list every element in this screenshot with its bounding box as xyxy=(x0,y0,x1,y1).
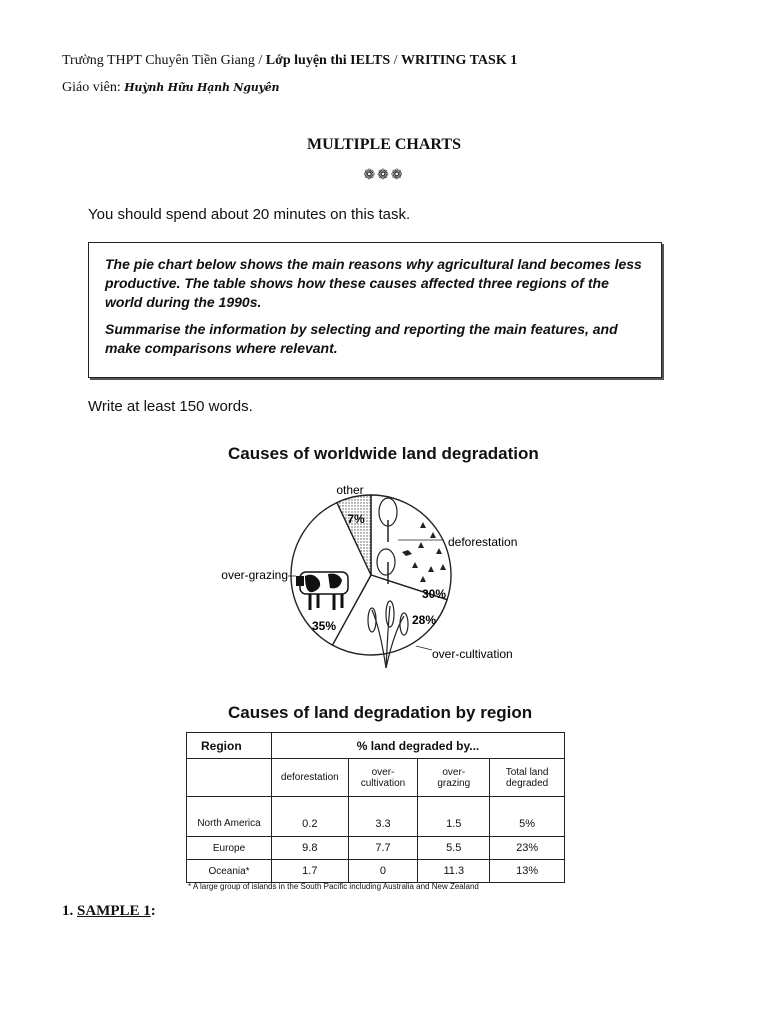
teacher-name: Huỳnh Hữu Hạnh Nguyên xyxy=(124,81,280,94)
time-instruction: You should spend about 20 minutes on this task. xyxy=(88,206,411,223)
col-header: deforestation xyxy=(272,759,349,797)
page-title: MULTIPLE CHARTS xyxy=(307,136,461,153)
sample-label: SAMPLE 1 xyxy=(77,903,151,919)
document-header xyxy=(62,53,517,69)
ornament: ❁❁❁ xyxy=(363,168,405,183)
pie-value-label: 30% xyxy=(421,587,447,601)
school-name: Trường THPT Chuyên Tiền Giang / xyxy=(62,53,266,68)
region-cell: North America xyxy=(187,797,272,837)
pie-chart xyxy=(0,472,768,702)
pie-category-label: other xyxy=(336,483,364,497)
pie-value-label: 35% xyxy=(311,619,337,633)
sample-colon: : xyxy=(150,903,156,919)
value-cell: 23% xyxy=(490,837,565,860)
header-region: Region xyxy=(187,733,272,759)
col-header: over- cultivation xyxy=(348,759,418,797)
header-group: % land degraded by... xyxy=(272,733,565,759)
pie-category-label: deforestation xyxy=(448,535,518,549)
value-cell: 5.5 xyxy=(418,837,490,860)
word-count-instruction: Write at least 150 words. xyxy=(88,398,253,415)
table-row xyxy=(187,837,565,860)
value-cell: 3.3 xyxy=(348,797,418,837)
table-row xyxy=(187,860,565,883)
value-cell: 5% xyxy=(490,797,565,837)
header-blank xyxy=(187,759,272,797)
pie-category-label: over-cultivation xyxy=(432,647,513,661)
pie-value-label: 28% xyxy=(411,613,437,627)
col-header: Total land degraded xyxy=(490,759,565,797)
task-paragraph-2: Summarise the information by selecting and reporting the main features, and make comparisons where relevant. xyxy=(105,321,618,356)
sample-number: 1. xyxy=(62,903,77,919)
region-cell: Europe xyxy=(187,837,272,860)
table-title: Causes of land degradation by region xyxy=(228,703,533,722)
pie-value-label: 7% xyxy=(347,512,365,526)
region-cell: Oceania* xyxy=(187,860,272,883)
header-separator: / xyxy=(390,53,402,68)
value-cell: 13% xyxy=(490,860,565,883)
value-cell: 1.5 xyxy=(418,797,490,837)
teacher-line xyxy=(62,80,279,96)
value-cell: 0 xyxy=(348,860,418,883)
value-cell: 0.2 xyxy=(272,797,349,837)
pie-category-label: over-grazing xyxy=(221,568,288,582)
col-header: over- grazing xyxy=(418,759,490,797)
task-name: WRITING TASK 1 xyxy=(401,53,518,68)
value-cell: 11.3 xyxy=(418,860,490,883)
value-cell: 9.8 xyxy=(272,837,349,860)
task-box xyxy=(88,242,662,378)
region-table xyxy=(186,732,565,883)
teacher-label: Giáo viên: xyxy=(62,80,125,95)
pie-chart-title: Causes of worldwide land degradation xyxy=(228,444,539,463)
course-name: Lớp luyện thi IELTS xyxy=(265,53,391,68)
sample-heading xyxy=(62,903,156,920)
table-footnote: * A large group of islands in the South Pacific including Australia and New Zealand xyxy=(188,882,479,891)
value-cell: 7.7 xyxy=(348,837,418,860)
value-cell: 1.7 xyxy=(272,860,349,883)
table-row xyxy=(187,797,565,837)
task-paragraph-1: The pie chart below shows the main reasons why agricultural land becomes less productive. The table shows how these causes affected three regions of the world during the 1990s. xyxy=(105,256,642,310)
